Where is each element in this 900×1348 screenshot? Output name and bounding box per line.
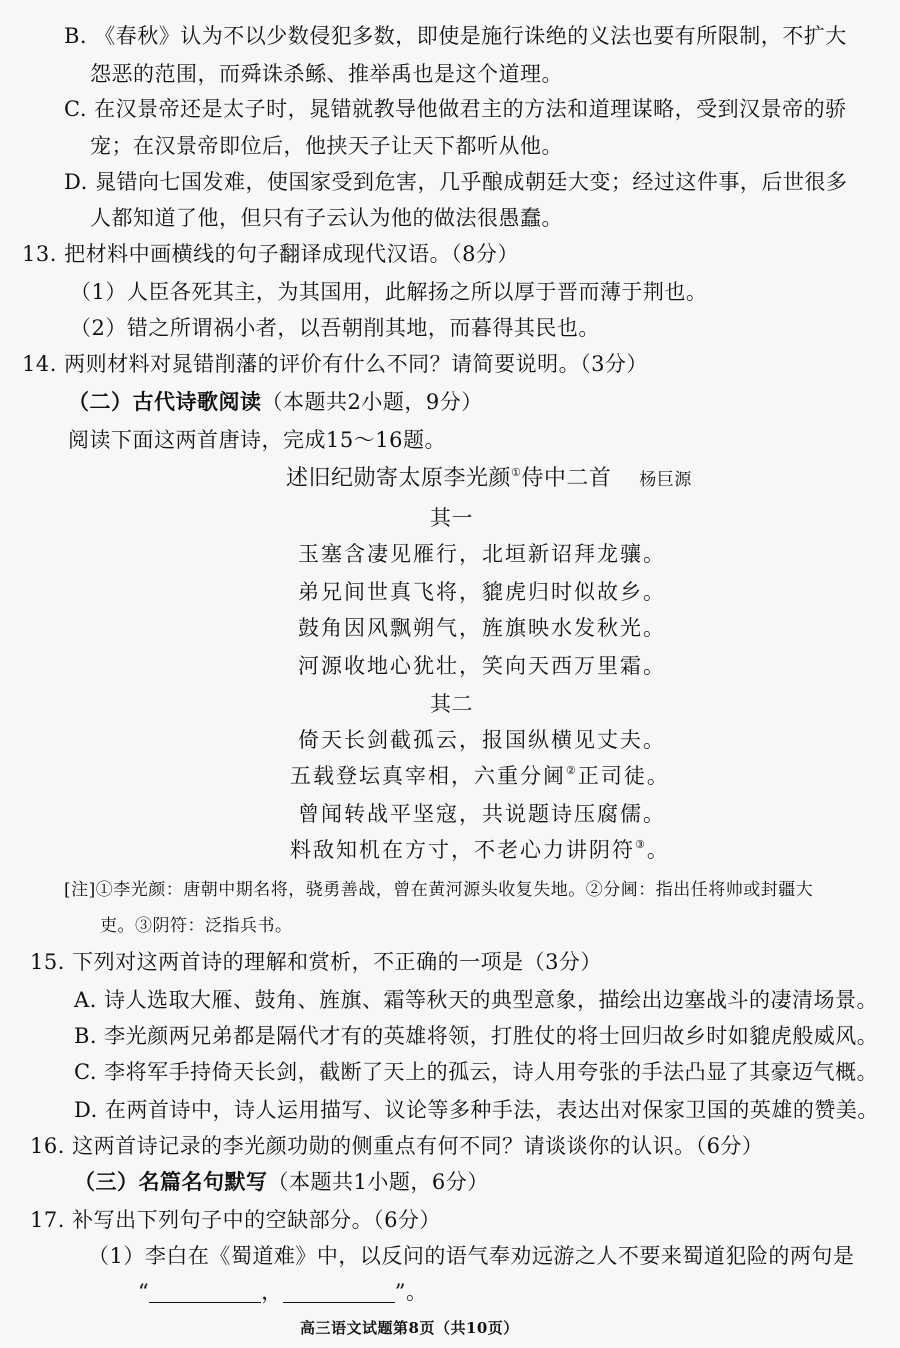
poem2-line-4-a: 料敌知机在方寸，不老心力讲阴符 <box>290 838 635 862</box>
q12-option-d-line2: 人都知道了他，但只有子云认为他的做法很愚蠢。 <box>90 206 563 230</box>
q13-sentence-2: （2）错之所谓祸小者，以吾朝削其地，而暮得其民也。 <box>70 316 600 340</box>
q15-stem: 15. 下列对这两首诗的理解和赏析，不正确的一项是（3分） <box>30 950 602 974</box>
q12-option-b-line2: 怨恶的范围，而舜诛杀鲧、推举禹也是这个道理。 <box>90 62 563 86</box>
poem2-line-2-a: 五载登坛真宰相，六重分阃 <box>290 764 566 788</box>
q16-stem: 16. 这两首诗记录的李光颜功勋的侧重点有何不同？请谈谈你的认识。（6分） <box>30 1134 764 1158</box>
q17-sentence-1: （1）李白在《蜀道难》中，以反问的语气奉劝远游之人不要来蜀道犯险的两句是 <box>88 1244 855 1268</box>
page-footer: 高三语文试题第8页（共10页） <box>300 1319 519 1337</box>
answer-blank-2[interactable] <box>283 1280 395 1303</box>
footnote-marker-1: ① <box>511 466 522 479</box>
section3-header <box>74 1166 489 1198</box>
q15-option-d: D. 在两首诗中，诗人运用描写、议论等多种手法，表达出对保家卫国的英雄的赞美。 <box>74 1098 879 1122</box>
poem2-line-2 <box>290 760 670 792</box>
section2-note: （本题共2小题，9分） <box>261 390 483 414</box>
poem1-line-3: 鼓角因风飘朔气，旌旗映水发秋光。 <box>298 616 666 640</box>
q17-answer-line <box>138 1276 428 1308</box>
section2-heading: （二）古代诗歌阅读 <box>68 389 262 414</box>
q13-stem: 13. 把材料中画横线的句子翻译成现代汉语。（8分） <box>22 242 519 266</box>
poem-title-part-a: 述旧纪勋寄太原李光颜 <box>286 466 512 491</box>
q12-option-d-line1: D. 晁错向七国发难，使国家受到危害，几乎酿成朝廷大变；经过这件事，后世很多 <box>64 170 848 194</box>
poem2-line-1: 倚天长剑截孤云，报国纵横见丈夫。 <box>298 728 666 752</box>
q13-sentence-1: （1）人臣各死其主，为其国用，此解扬之所以厚于晋而薄于荆也。 <box>70 280 708 304</box>
close-quote: ”。 <box>394 1280 428 1304</box>
section3-note: （本题共1小题，6分） <box>267 1170 489 1194</box>
poem2-line-3: 曾闻转战平坚寇，共说题诗压腐儒。 <box>298 802 666 826</box>
poem-title-part-b: 侍中二首 <box>521 466 612 491</box>
footnote-marker-2: ② <box>566 764 578 777</box>
q12-option-b-line1: B. 《春秋》认为不以少数侵犯多数，即使是施行诛绝的义法也要有所限制，不扩大 <box>64 24 847 48</box>
poem1-line-4: 河源收地心犹壮，笑向天西万里霜。 <box>298 654 666 678</box>
q17-stem: 17. 补写出下列句子中的空缺部分。（6分） <box>30 1208 441 1232</box>
q15-option-b: B. 李光颜两兄弟都是隔代才有的英雄将领，打胜仗的将士回归故乡时如貔虎般威风。 <box>74 1024 879 1048</box>
poem2-line-2-b: 正司徒。 <box>577 764 670 788</box>
answer-blank-1[interactable] <box>149 1280 261 1303</box>
section2-intro: 阅读下面这两首唐诗，完成15～16题。 <box>68 428 446 452</box>
section3-heading: （三）名篇名句默写 <box>74 1169 268 1194</box>
footnote-marker-3: ③ <box>635 838 647 851</box>
q15-option-a: A. 诗人选取大雁、鼓角、旌旗、霜等秋天的典型意象，描绘出边塞战斗的凄清场景。 <box>74 988 879 1012</box>
q15-option-c: C. 李将军手持倚天长剑，截断了天上的孤云，诗人用夸张的手法凸显了其豪迈气概。 <box>74 1060 879 1084</box>
q12-option-c-line1: C. 在汉景帝还是太子时，晁错就教导他做君主的方法和道理谋略，受到汉景帝的骄 <box>64 97 847 121</box>
poem2-line-4-b: 。 <box>646 838 670 862</box>
open-quote: “ <box>138 1280 150 1304</box>
q14-stem: 14. 两则材料对晁错削藩的评价有什么不同？请简要说明。（3分） <box>22 352 648 376</box>
poem1-line-1: 玉塞含凄见雁行，北垣新诏拜龙骧。 <box>298 542 666 566</box>
poem-part-1-heading: 其一 <box>430 506 473 530</box>
section2-header <box>68 386 483 418</box>
poem1-line-2: 弟兄间世真飞将，貔虎归时似故乡。 <box>298 580 666 604</box>
q12-option-c-line2: 宠；在汉景帝即位后，他挟天子让天下都听从他。 <box>90 134 563 158</box>
poem-notes-line1: [注]①李光颜：唐朝中期名将，骁勇善战，曾在黄河源头收复失地。②分阃：指出任将帅或封疆大 <box>64 880 814 900</box>
blank-comma: ， <box>261 1280 283 1304</box>
poem-part-2-heading: 其二 <box>430 692 473 716</box>
poem-title <box>286 463 692 496</box>
poem2-line-4 <box>290 834 670 866</box>
poem-author: 杨巨源 <box>639 470 692 490</box>
poem-notes-line2: 吏。③阴符：泛指兵书。 <box>100 916 293 936</box>
